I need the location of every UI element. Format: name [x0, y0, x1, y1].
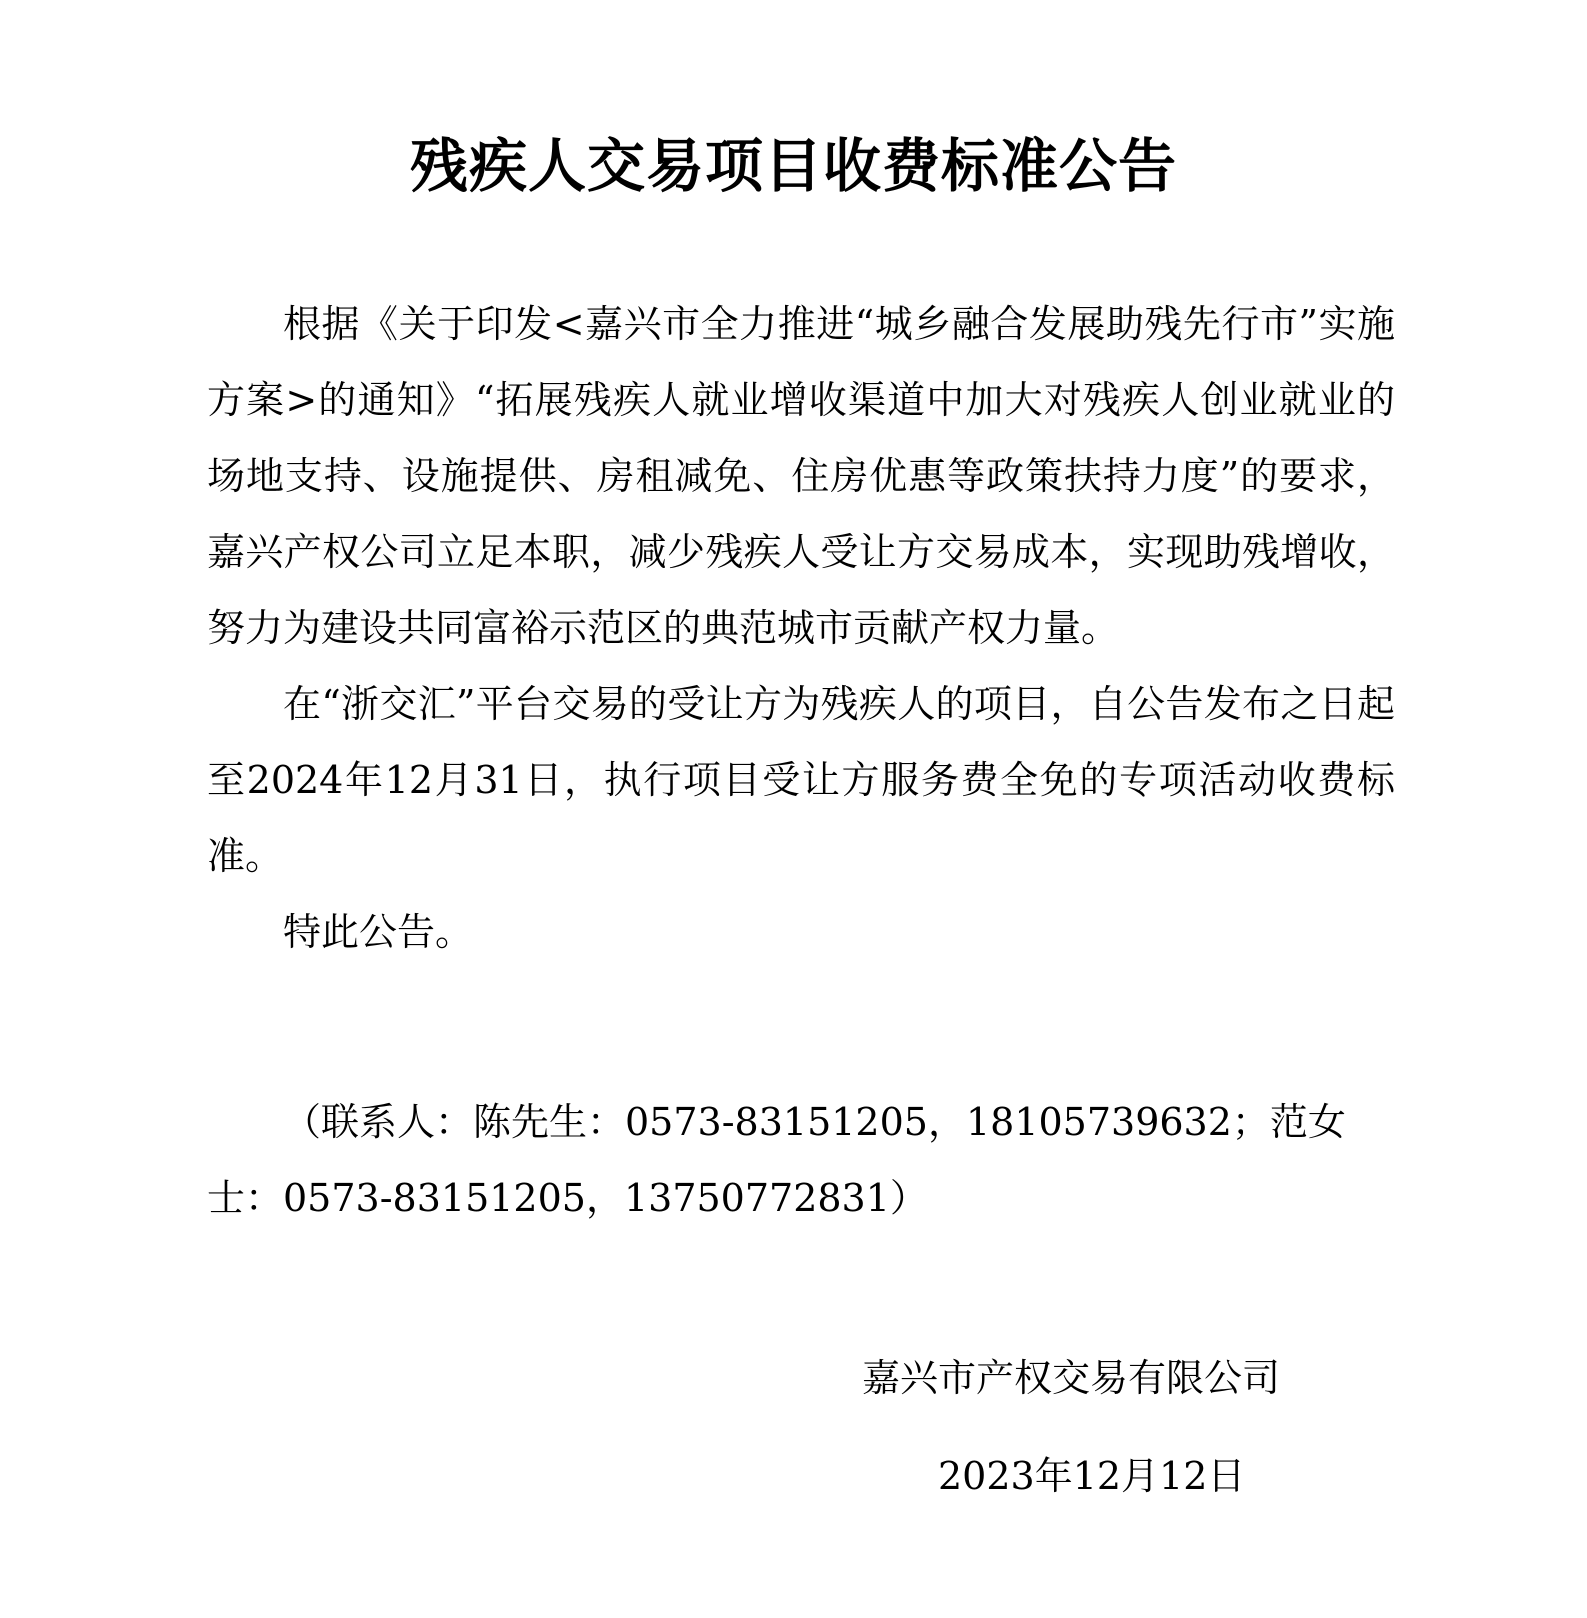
contact-info: （联系人：陈先生：0573-83151205，18105739632；范女士：0573-83151205，13750772831）	[207, 1100, 1346, 1220]
paragraph-policy-basis: 根据《关于印发<嘉兴市全力推进“城乡融合发展助残先行市”实施方案>的通知》“拓展残疾人就业增收渠道中加大对残疾人创业就业的场地支持、设施提供、房租减免、住房优惠等政策扶持力度”的要求，嘉兴产权公司立足本职，减少残疾人受让方交易成本，实现助残增收，努力为建设共同富裕示范区的典范城市贡献产权力量。	[207, 302, 1395, 650]
paragraph-closing: 特此公告。	[283, 910, 474, 954]
paragraph-fee-exemption: 在“浙交汇”平台交易的受让方为残疾人的项目，自公告发布之日起至2024年12月31日，执行项目受让方服务费全免的专项活动收费标准。	[207, 682, 1395, 878]
signature-company: 嘉兴市产权交易有限公司	[862, 1356, 1281, 1400]
document-title: 残疾人交易项目收费标准公告	[409, 132, 1177, 200]
signature-date: 2023年12月12日	[938, 1454, 1246, 1498]
